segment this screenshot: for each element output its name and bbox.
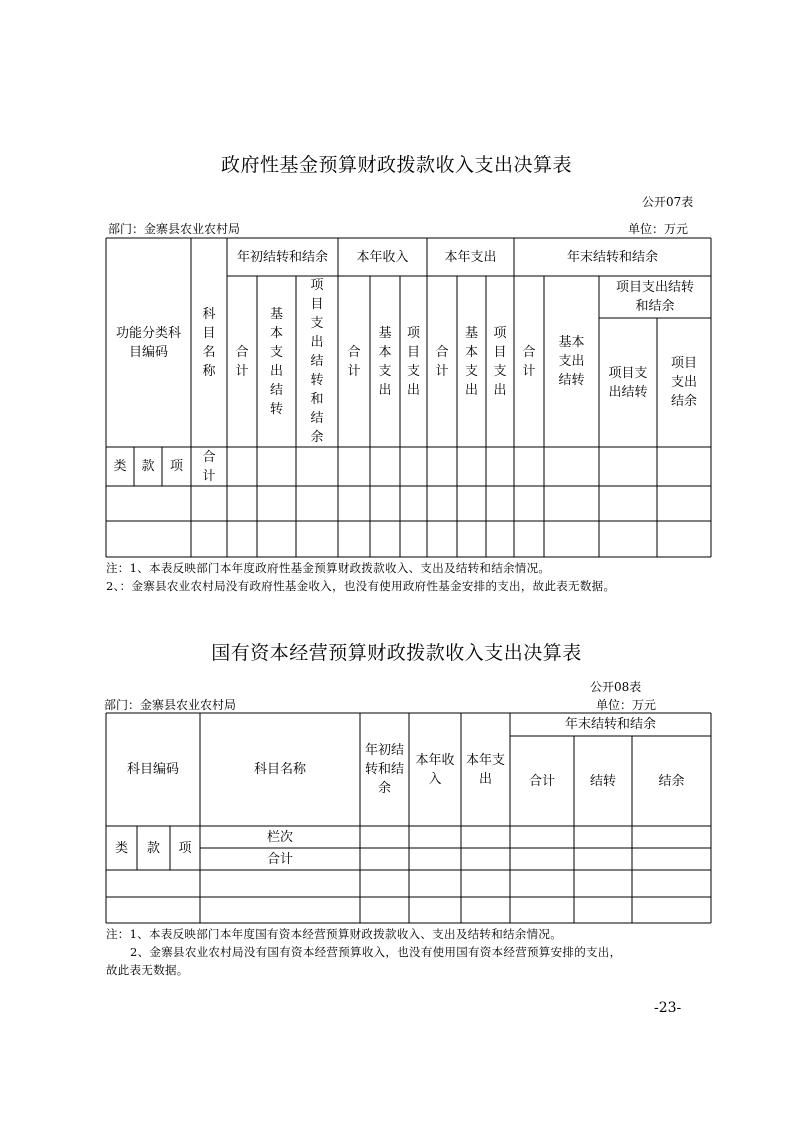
- t07-begin-total-header: 合计: [235, 344, 249, 379]
- t07-income-basic-header: 基本支出: [378, 325, 392, 398]
- table07-code: 公开07表: [642, 195, 694, 209]
- t08-end-total-header: 合计: [528, 773, 555, 789]
- t07-expense-header: 本年支出: [444, 249, 497, 265]
- table08-unit: 单位：万元: [596, 698, 657, 712]
- t07-expense-basic-header: 基本支出: [465, 325, 479, 398]
- t07-end-project-surplus-header: 项目支出结余: [670, 356, 697, 409]
- table08-note3: 故此表无数据。: [106, 963, 189, 977]
- t07-begin-project-header: 项目支出结转和结余: [310, 278, 324, 445]
- t08-row-index-label: 栏次: [266, 829, 293, 845]
- t07-begin-balance-header: 年初结转和结余: [237, 249, 329, 265]
- t08-end-balance-header: 年末结转和结余: [564, 717, 656, 732]
- table07-title: 政府性基金预算财政拨款收入支出决算表: [220, 154, 572, 176]
- table07-unit: 单位：万元: [628, 222, 689, 236]
- t08-end-carry-header: 结转: [589, 773, 616, 789]
- t08-expense-header: 本年支出: [465, 752, 505, 787]
- t07-end-balance-header: 年末结转和结余: [566, 249, 658, 265]
- t08-subject-name-header: 科目名称: [253, 762, 306, 777]
- t07-kuan-header: 款: [141, 459, 155, 474]
- t08-lei-header: 类: [114, 840, 128, 856]
- table08-dept: 部门：金寨县农业农村局: [104, 698, 237, 712]
- t07-end-total-header: 合计: [522, 344, 536, 379]
- t08-begin-balance-header: 年初结转和结余: [364, 743, 404, 796]
- table08-code: 公开08表: [590, 680, 642, 694]
- table07-note1: 注：1、本表反映部门本年度政府性基金预算财政拨款收入、支出及结转和结余情况。: [106, 561, 551, 575]
- table07-dept: 部门：金寨县农业农村局: [108, 222, 241, 236]
- t08-total-label: 合计: [266, 851, 293, 867]
- t08-xiang-header: 项: [178, 840, 192, 856]
- t07-lei-header: 类: [113, 459, 127, 474]
- t07-func-code-header: 功能分类科目编码: [115, 325, 181, 360]
- page-number: -23-: [654, 1000, 682, 1016]
- t07-end-basic-header: 基本支出结转: [558, 335, 585, 388]
- t08-subject-code-header: 科目编码: [126, 762, 179, 777]
- table08-note2: 2、金寨县农业农村局没有国有资本经营预算收入，也没有使用国有资本经营预算安排的支出，: [130, 945, 622, 959]
- t07-income-header: 本年收入: [356, 249, 409, 265]
- t07-subject-name-header: 科目名称: [202, 306, 216, 379]
- t07-begin-basic-header: 基本支出结转: [269, 306, 283, 417]
- table07-note2: 2、：金寨县农业农村局没有政府性基金收入，也没有使用政府性基金安排的支出，故此表无数据。: [106, 579, 616, 593]
- t07-income-project-header: 项目支出: [407, 325, 421, 398]
- t08-income-header: 本年收入: [415, 752, 455, 787]
- t07-xiang-header: 项: [169, 459, 183, 474]
- table08-title: 国有资本经营预算财政拨款收入支出决算表: [211, 642, 582, 664]
- t07-total-label: 合计: [202, 449, 216, 484]
- t07-income-total-header: 合计: [347, 344, 361, 379]
- t08-end-surplus-header: 结余: [658, 773, 685, 789]
- t08-kuan-header: 款: [146, 840, 160, 856]
- t07-expense-total-header: 合计: [435, 344, 449, 379]
- t07-end-project-carry-header: 项目支出结转: [608, 365, 648, 400]
- t07-end-project-header: 项目支出结转和结余: [615, 280, 694, 314]
- table08-note1: 注：1、本表反映部门本年度国有资本经营预算财政拨款收入、支出及结转和结余情况。: [106, 927, 563, 941]
- t07-expense-project-header: 项目支出: [493, 325, 507, 398]
